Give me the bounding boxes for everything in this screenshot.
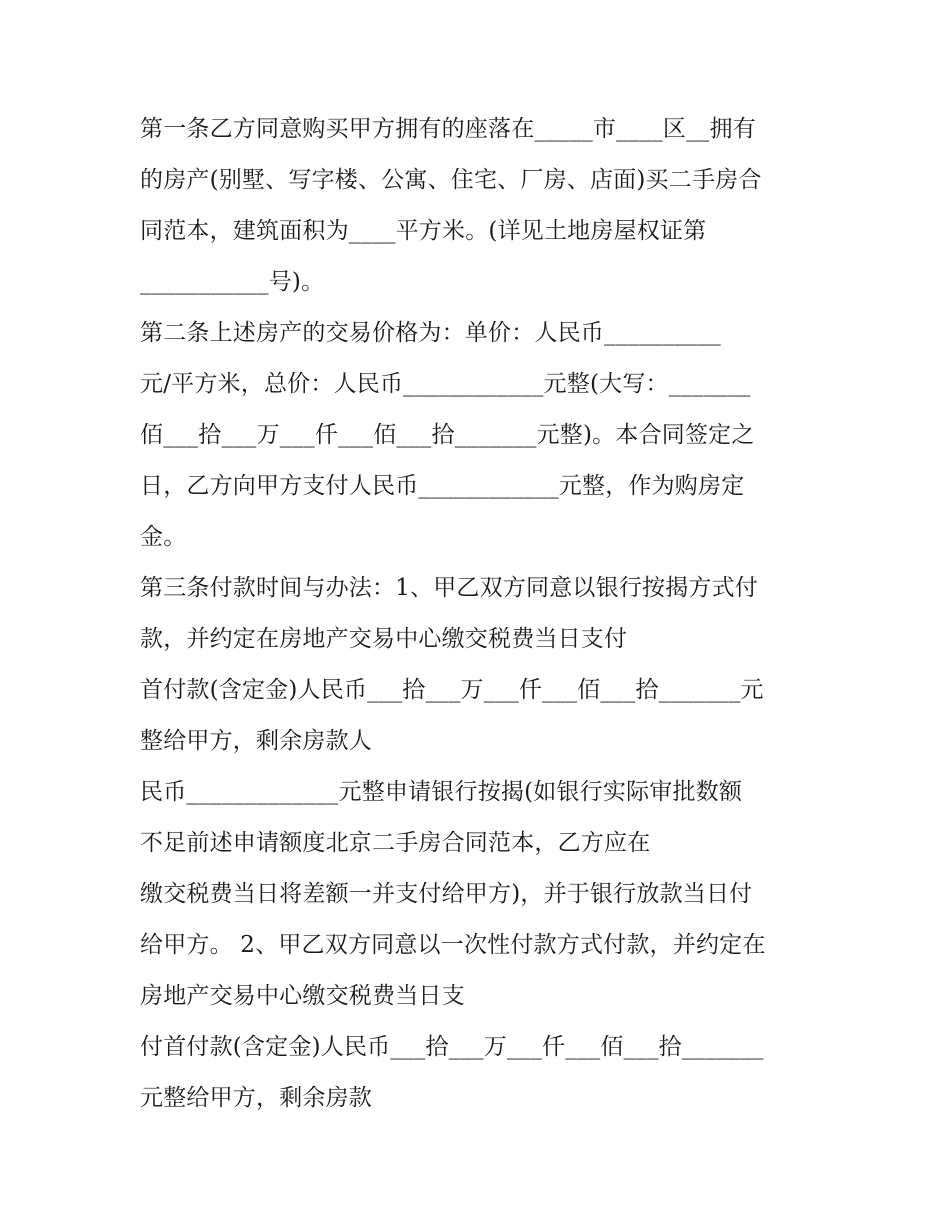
text-line: 第二条上述房产的交易价格为：单价：人民币__________ — [140, 320, 721, 346]
text-line: 民币_____________元整申请银行按揭(如银行实际审批数额 — [140, 779, 743, 805]
text-line: 同范本，建筑面积为____平方米。(详见土地房屋权证第 — [140, 218, 707, 244]
text-line: 首付款(含定金)人民币___拾___万___仟___佰___拾_______元 — [140, 677, 764, 703]
text-line: 金。 — [140, 524, 187, 550]
text-line: 的房产(别墅、写字楼、公寓、住宅、厂房、店面)买二手房合 — [140, 167, 762, 193]
text-line: 整给甲方，剩余房款人 — [140, 728, 372, 754]
text-line: 给甲方。 2、甲乙双方同意以一次性付款方式付款，并约定在 — [140, 932, 766, 958]
text-line: 第三条付款时间与办法：1、甲乙双方同意以银行按揭方式付 — [140, 575, 759, 601]
text-line: 付首付款(含定金)人民币___拾___万___仟___佰___拾_______ — [140, 1034, 764, 1060]
text-line: 元/平方米，总价：人民币____________元整(大写：_______ — [140, 371, 751, 397]
contract-text — [140, 104, 820, 1124]
text-line: ___________号)。 — [140, 269, 325, 295]
text-line: 日，乙方向甲方支付人民币____________元整，作为购房定 — [140, 473, 745, 499]
text-line: 不足前述申请额度北京二手房合同范本，乙方应在 — [140, 830, 651, 856]
text-line: 佰___拾___万___仟___佰___拾_______元整)。本合同签定之 — [140, 422, 755, 448]
text-line: 元整给甲方，剩余房款 — [140, 1085, 372, 1111]
text-line: 第一条乙方同意购买甲方拥有的座落在_____市____区__拥有 — [140, 116, 756, 142]
text-line: 款，并约定在房地产交易中心缴交税费当日支付 — [140, 626, 628, 652]
text-line: 缴交税费当日将差额一并支付给甲方)，并于银行放款当日付 — [140, 881, 753, 907]
text-line: 房地产交易中心缴交税费当日支 — [140, 983, 465, 1009]
